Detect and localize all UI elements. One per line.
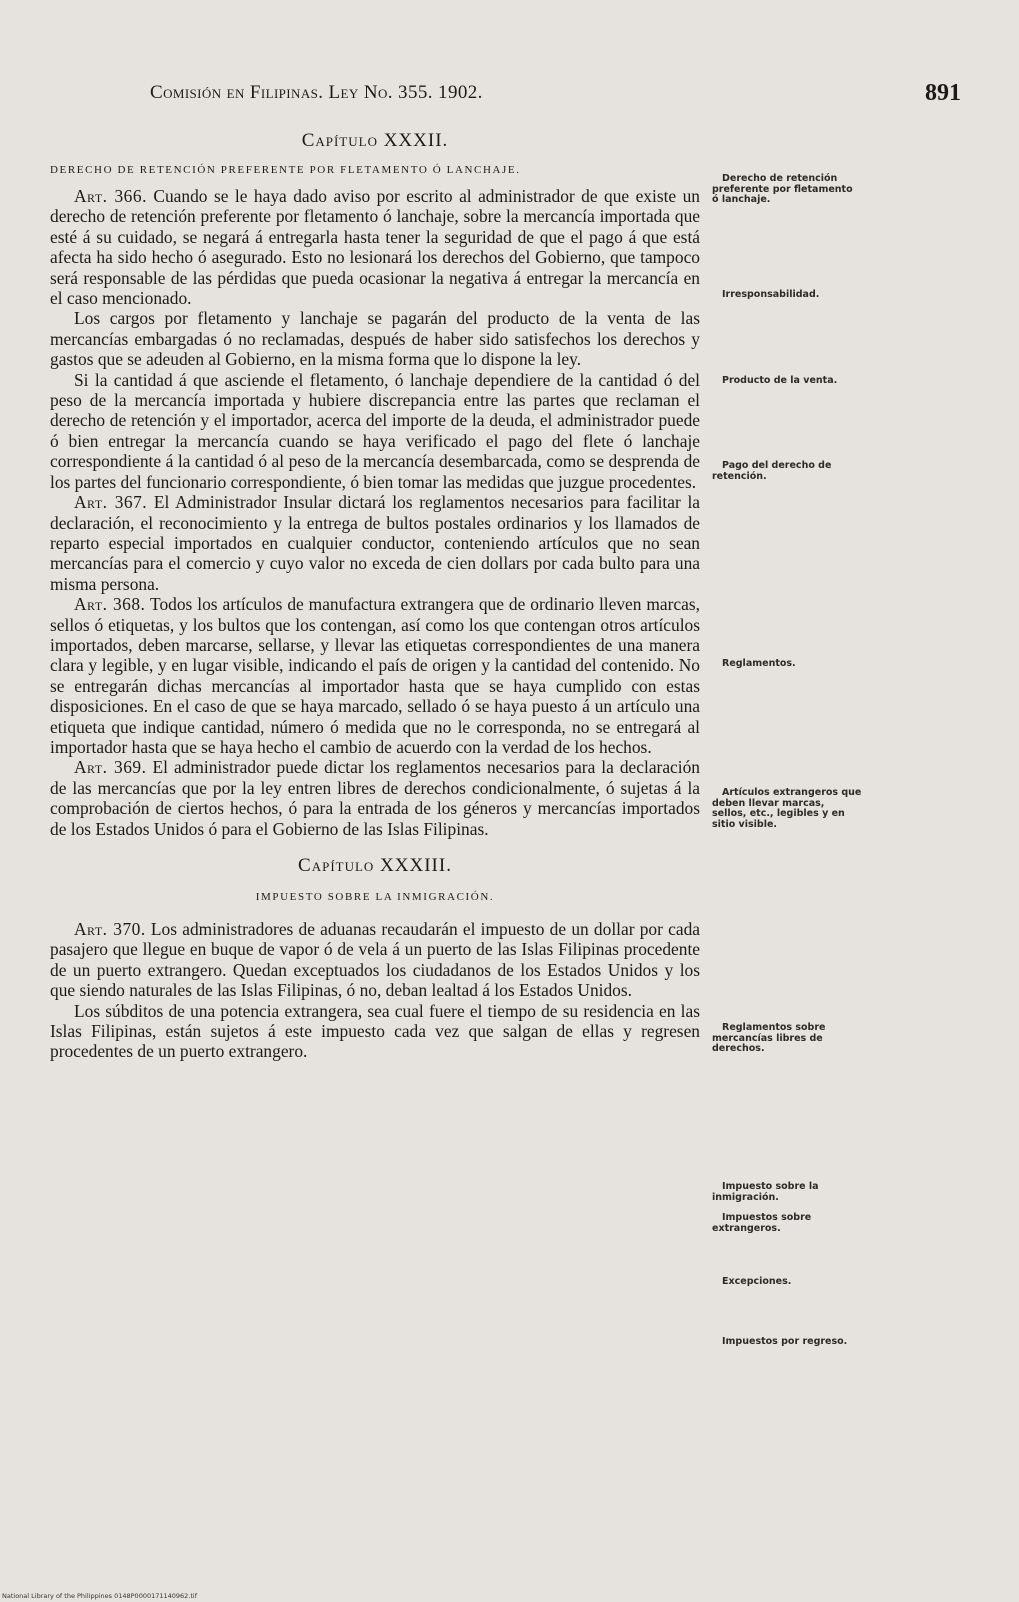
margin-note: Excepciones.	[722, 1276, 792, 1287]
article-label: Art. 367.	[74, 492, 148, 513]
article-text: Los administradores de aduanas recaudarán el impuesto de un dollar por cada pasajero que llegue en buque de vapor ó de vela á un puerto de las Islas Filipinas procedente de un puerto extrangero. Quedan exceptuados los ciudadanos de los Estados Unidos y los que siendo naturales de las Islas Filipinas, ó no, deban lealtad á los Estados Unidos.	[50, 919, 700, 1001]
article-paragraph	[50, 919, 700, 1001]
article-text: Todos los artículos de manufactura extrangera que de ordinario lleven marcas, sellos ó etiquetas, y los bultos que los contengan, así como los que contengan otros artículos importados, deben marcarse, sellarse, y llevar las etiquetas correspondientes de una manera clara y legible, y en lugar visible, indicando el país de origen y la cantidad del contenido. No se entregarán dichas mercancías al importador hasta que se haya cumplido con estas disposiciones. En el caso de que se haya marcado, sellado ó se haya puesto á un artículo una etiqueta que indique cantidad, número ó medida que no le corresponda, no se entregará al importador hasta que se haya hecho el cambio de acuerdo con la verdad de los hechos.	[50, 594, 700, 757]
margin-note: Pago del derecho de retención.	[712, 460, 832, 482]
article-paragraph	[50, 757, 700, 839]
chapter-title: Capítulo XXXII.	[301, 130, 449, 151]
article-paragraph	[50, 186, 700, 308]
article-text: El Administrador Insular dictará los reglamentos necesarios para facilitar la declaración, el reconocimiento y la entrega de bultos postales ordinarios y los llamados de reparto especial importados en cualquier conductor, conteniendo artículos que no sean mercancías para el comercio y cuyo valor no exceda de cien dollars por cada bulto para una misma persona.	[50, 492, 701, 594]
article-text: Cuando se le haya dado aviso por escrito al administrador de que existe un derecho de retención preferente por fletamento ó lanchaje, sobre la mercancía importada que esté á su cuidado, se negará á entregarla hasta tener la seguridad de que el pago á que está afecta ha sido hecho ó asegurado. Esto no lesionará los derechos del Gobierno, que tampoco será responsable de las pérdidas que pueda ocasionar la negativa á entregar la mercancía en el caso mencionado.	[50, 186, 700, 309]
margin-note: Irresponsabilidad.	[722, 289, 820, 300]
article-label: Art. 366.	[74, 186, 147, 206]
page-number: 891	[925, 80, 961, 106]
article-text: El administrador puede dictar los reglamentos necesarios para la declaración de las mercancías que por la ley entren libres de derechos condicionalmente, ó sujetas á la comprobación de ciertos hechos, ó para la entrada de los géneros y mercancías importados de los Estados Unidos ó para el Gobierno de las Islas Filipinas.	[50, 757, 700, 839]
article-label: Art. 370.	[74, 919, 146, 939]
paragraph: Los súbditos de una potencia extrangera, sea cual fuere el tiempo de su residencia en las Islas Filipinas, están sujetos á este impuesto cada vez que salgan de ellas y regresen procedentes de un puerto extrangero.	[50, 1000, 700, 1062]
margin-note: Impuestos sobre extrangeros.	[712, 1212, 812, 1234]
article-paragraph	[50, 594, 700, 757]
article-label: Art. 369.	[74, 757, 147, 778]
section-title: IMPUESTO SOBRE LA INMIGRACIÓN.	[255, 891, 495, 903]
margin-note: Producto de la venta.	[722, 375, 838, 386]
article-paragraph	[50, 492, 700, 594]
margin-note: Impuestos por regreso.	[722, 1336, 848, 1347]
main-text-column	[50, 130, 700, 1062]
chapter-title: Capítulo XXXIII.	[298, 855, 452, 876]
page-header	[0, 82, 1019, 112]
paragraph: Los cargos por fletamento y lanchaje se pagarán del producto de la venta de las mercancías embargadas ó no reclamadas, después de haber sido satisfechos los derechos y gastos que se adeuden al Gobierno, en la misma forma que lo dispone la ley.	[50, 308, 700, 370]
article-label: Art. 368.	[74, 594, 146, 615]
margin-note: Impuesto sobre la inmigración.	[712, 1181, 819, 1203]
running-title: Comisión en Filipinas. Ley No. 355. 1902.	[150, 82, 483, 103]
margin-note: Artículos extrangeros que deben llevar marcas, sellos, etc., legibles y en sitio visible.	[712, 787, 862, 830]
margin-note: Reglamentos.	[722, 658, 796, 669]
margin-note: Reglamentos sobre mercancías libres de derechos.	[712, 1022, 826, 1054]
section-title: DERECHO DE RETENCIÓN PREFERENTE POR FLETAMENTO Ó LANCHAJE.	[50, 164, 521, 176]
scan-footer: National Library of the Philippines 0148P0000171140962.tif	[2, 1592, 198, 1600]
margin-note: Derecho de retención preferente por fletamento ó lanchaje.	[712, 173, 853, 205]
paragraph: Si la cantidad á que asciende el fletamento, ó lanchaje dependiere de la cantidad ó del peso de la mercancía importada y hubiere discrepancia entre las partes que reclaman el derecho de retención y el importador, acerca del importe de la deuda, el administrador puede ó bien entregar la mercancía cuando se haya verificado el pago del flete ó lanchaje correspondiente á la cantidad ó al peso de la mercancía desembarcada, como se desprenda de los partes del funcionario correspondiente, ó bien tomar las medidas que juzgue procedentes.	[50, 369, 700, 492]
